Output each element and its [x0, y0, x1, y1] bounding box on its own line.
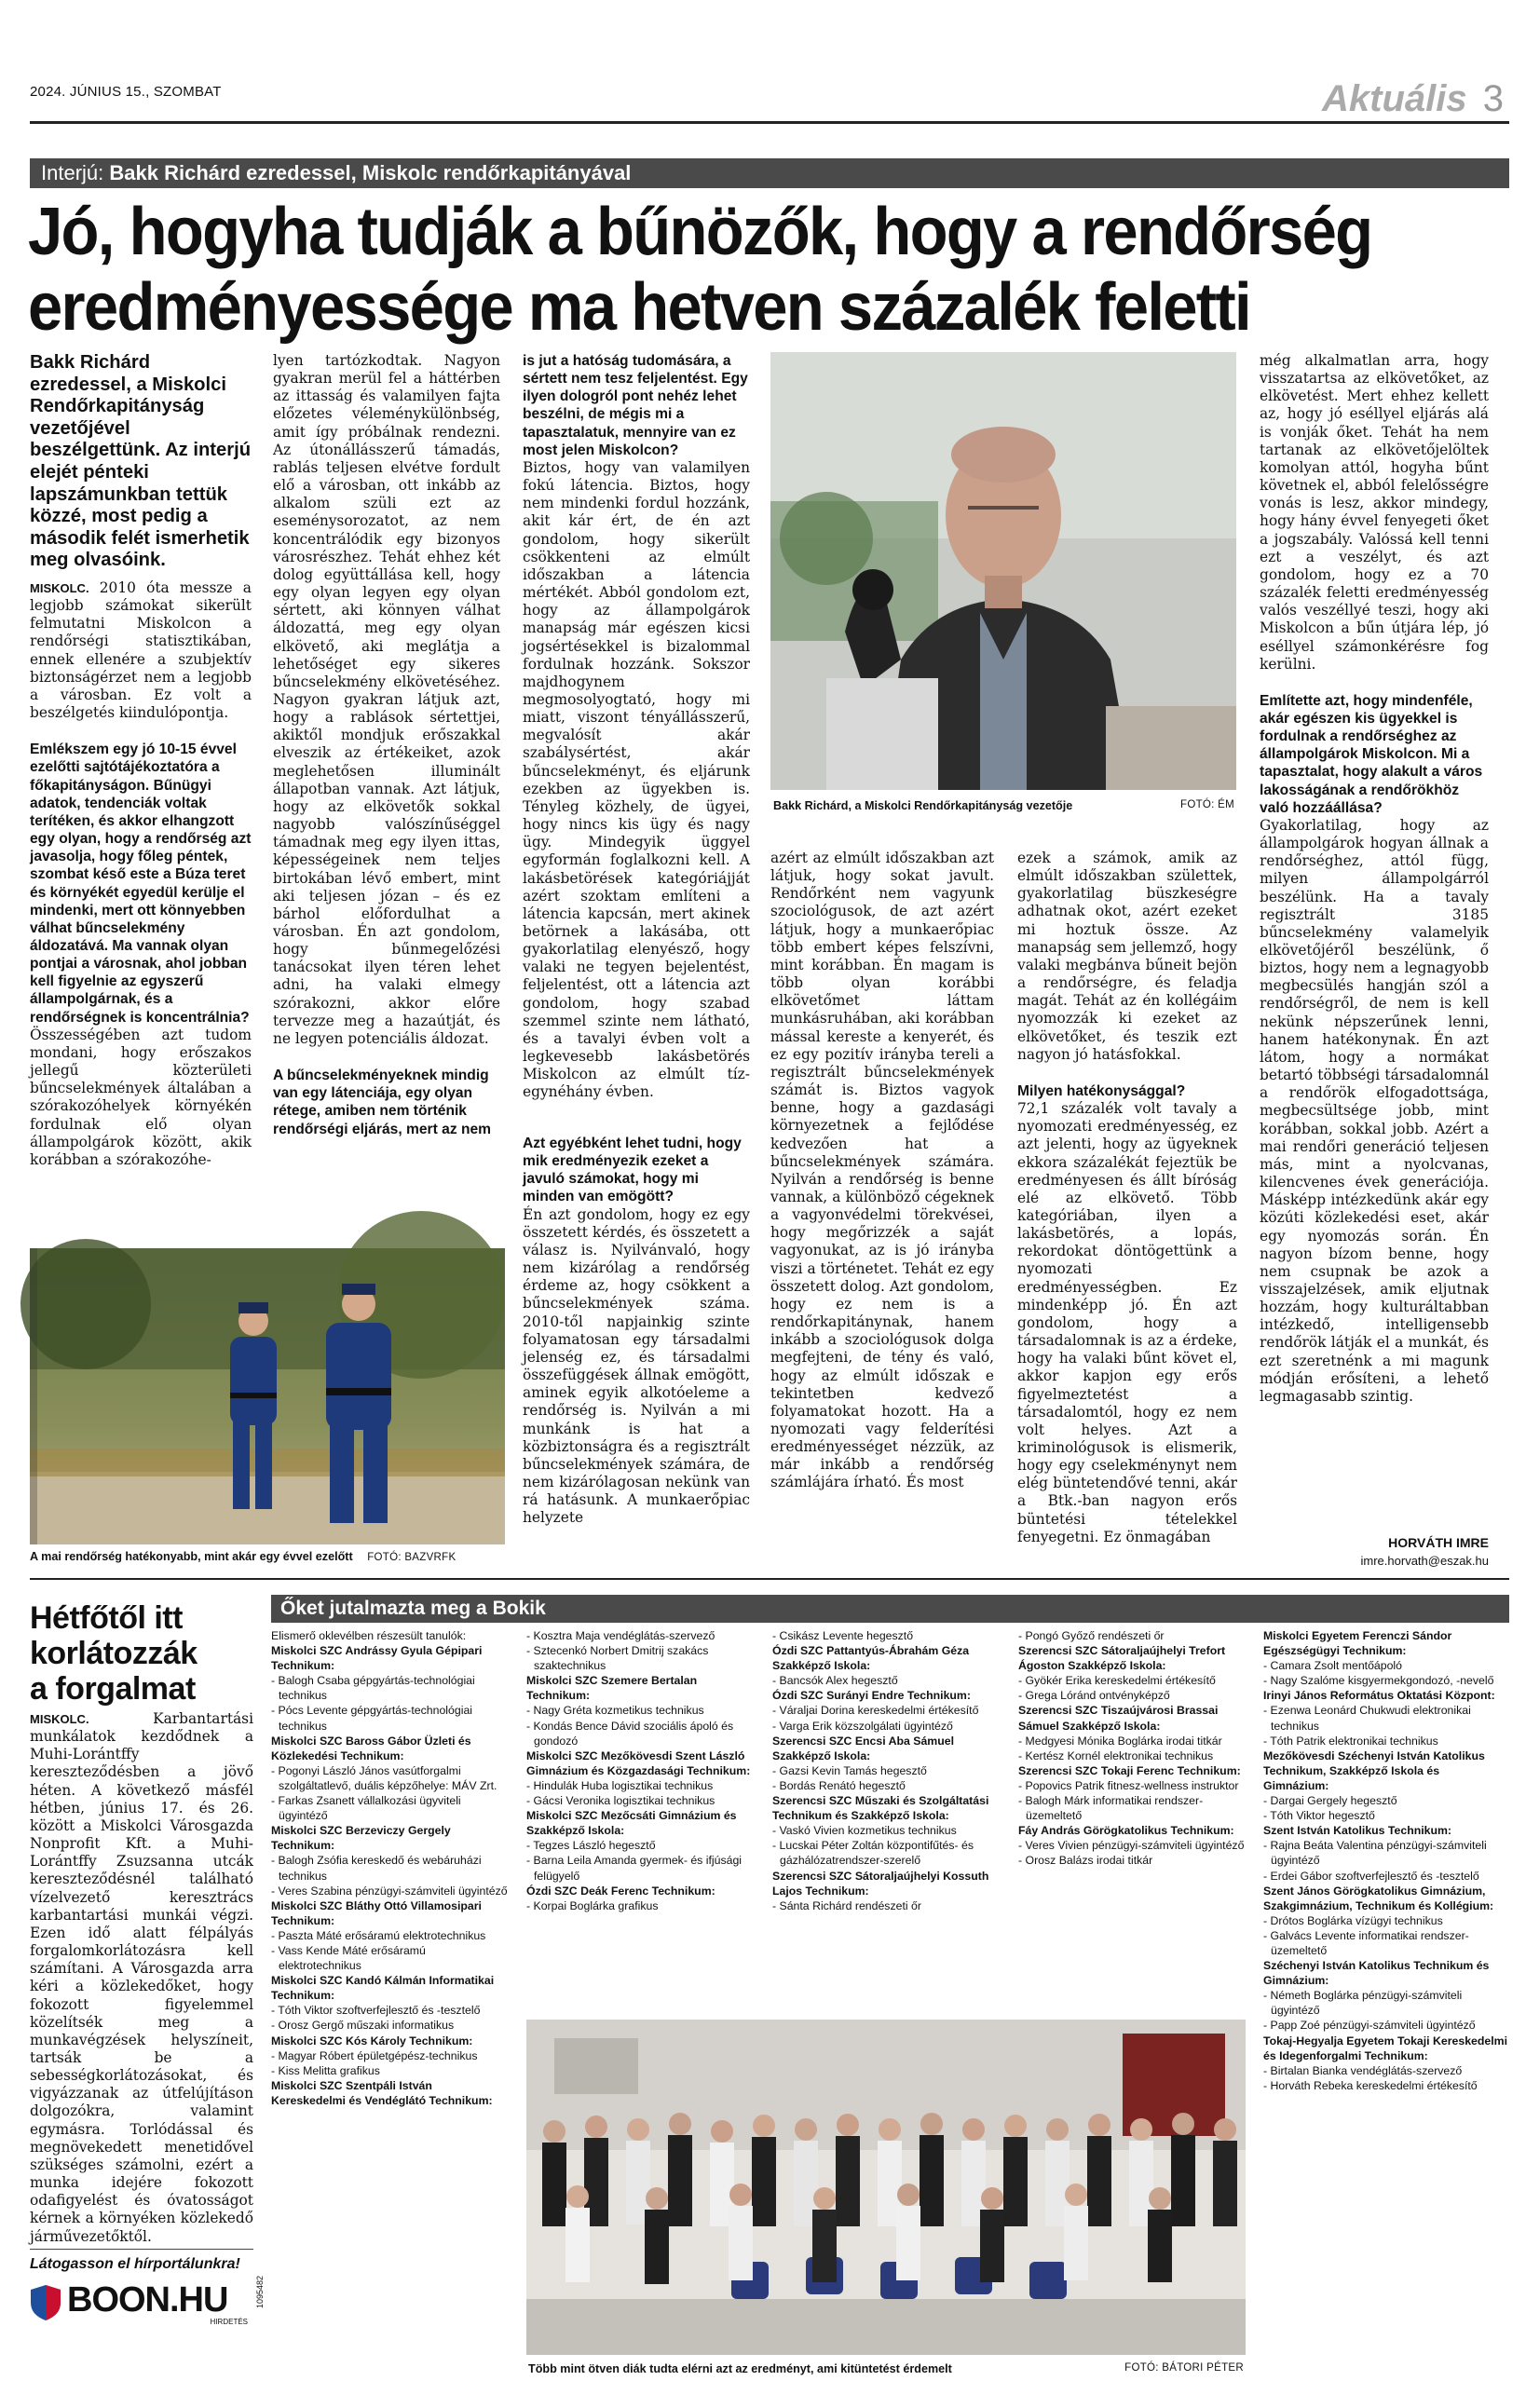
awards-col-2: [526, 1628, 754, 2020]
student-entry: - Lucskai Péter Zoltán központifűtés- és gázhálózatrendszer-szerelő: [772, 1838, 1000, 1868]
issue-date: 2024. JÚNIUS 15., SZOMBAT: [30, 84, 222, 100]
awards-title: Őket jutalmazta meg a Bokik: [280, 1598, 546, 1619]
student-entry: - Varga Erik közszolgálati ügyintéző: [772, 1719, 1000, 1734]
student-entry: - Tóth Viktor hegesztő: [1263, 1808, 1507, 1823]
awards-col-3: [772, 1628, 1000, 2020]
student-entry: - Farkas Zsanett vállalkozási ügyviteli ügyintéző: [271, 1793, 508, 1823]
answer-5: Gyakorlatilag, hogy az állampolgárok hogyan állnak a rendőrséghez, attól függ, milyen állampolgárról beszélünk. Ha a tavaly regisztrált 3185 bűncselekmény valamelyik elkövetőjéről beszélünk, ő biztos, hogy nem a legnagyobb megbecsülés hangján szól a rendőrségről, de nem is kell nekünk népszerűnek lenni, hanem hatékonynak. Én azt látom, hogy a normákat betartó többségi társadalomnál a rendőrök elfogadottsága, megbecsültsége jobb, mint korábban, sokkal jobb. Azért a mai rendőri generáció teljesen más, mint a nyolcvanas, kilencvenes évek generációja. Másképp intézkedünk akár egy közúti közlekedési eset, akár egy nyomozás során. Én nagyon bízom benne, hogy nem csupnak be azok a visszajelzések, amik eljutnak hozzám, hogy kulturáltabban intézkedő, intelligensebb rendőrök látják el a munkát, és ezt szeretnénk a mi magunk módján erősíteni, a lehető legmagasabb szintig.: [1260, 816, 1489, 1405]
student-entry: - Papp Zoé pénzügyi-számviteli ügyintéző: [1263, 2018, 1507, 2033]
answer-1-cont: lyen tartózkodtak. Nagyon gyakran merül fel a háttérben az ittasság és valamilyen fajta előzetes véleménykülönbség, amit így próbálnak rendezni. Az útonállásszerű támadás, rablás teljesen elvétve fordult elő a városban, ott inkább az alkalom szüli ezt az eseménysorozatot, az nem koncentrálódik egy bizonyos városrészhez. Tehát ehhez két dolog együttállása kell, hogy egy olyan legyen egy olyan sértett, aki könnyen válhat áldozattá, meg egy olyan elkövető, aki meglátja a lehetőséget egy sikeres bűncselekmény elkövetéséhez. Nagyon gyakran látjuk azt, hogy a rablások sértettjei, akiktől mondjuk erőszakkal elveszik az értékeiket, azok meglehetősen illuminált állapotban vannak. Azt látjuk, hogy az elkövetők sokkal nagyobb valószínűséggel támadnak meg egy ilyen ittas, képességeinek nem teljes birtokában lévő embert, mint aki teljesen józan – és ez bárhol előfordulhat a városban. Én azt gondolom, hogy bűnmegelőzési tanácsokat ilyen téren lehet adni, ha valaki elmegy szórakozni, akkor előre tervezze meg a hazaútját, és ne legyen potenciális áldozat.: [273, 352, 500, 1047]
answer-3-cont: azért az elmúlt időszakban azt látjuk, hogy sokat javult. Rendőrként nem vagyunk szociológusok, de azt azért látjuk, hogy a munkaerőpiac több embert képes felszívni, mint korábban. Én magam is több olyan korábbi elkövetőmet láttam munkásruhában, aki korábban mással kereste a kenyerét, és ez egy pozitív irányba tereli a regisztrált bűncselekmények számát is. Biztos vagyok benne, hogy a gazdasági környezetnek a fejlődése kedvezően hat a bűncselekmények számára. Nyilván a rendőrség is benne vannak, a különböző cégeknek a vagyonvédelmi törekvései, hogy megőrizzék a saját vagyonukat, az is jó irányba viszi a történetet. Tehát ez egy összetett dolog. Azt gondolom, hogy ez nem is a rendőrkapitánynak, hanem inkább a szociológusok dolga megfejteni, de tény és való, hogy az elmúlt időszak e tekintetben kedvező folyamatokat hozott. Ha a nyomozati vagy felderítési eredményességet nézzük, az már inkább a rendőrség számlájára írható. És most: [770, 850, 994, 1491]
student-entry: - Tegzes László hegesztő: [526, 1838, 754, 1853]
student-entry: - Kiss Melitta grafikus: [271, 2063, 508, 2078]
answer-4: 72,1 százalék volt tavaly a nyomozati eredményesség, ez azt jelenti, hogy az ügyeknek ekkora százalékát fejeztük be eredményesen és állt bíróság elé az elkövető. Több kategóriában, ilyen a lakásbetörés, a lopás, rekordokat döntögettünk a nyomozati eredményességben. Ez mindenképp jó. Én azt gondolom, hogy a társadalomnak is az a érdeke, hogy ha valaki bűnt követ el, akkor kapjon egy erős figyelmeztetést a társadalomtól, hogy ez nem volt helyes. Azt a kriminológusok is elismerik, hogy egy cselekménynyt nem elég büntetendővé tenni, akár a Btk.-ban nagyon erős büntetési tételekkel fenyegetni. Ez önmagában: [1017, 1100, 1237, 1545]
answer-2: Biztos, hogy van valamilyen fokú látencia. Biztos, hogy nem mindenki fordul hozzánk, akit kár ért, de én azt gondolom, hogy sikerült csökkenteni az elmúlt időszakban a látencia mértékét. Abból gondolom ezt, hogy az állampolgárok manapság már egészen kicsi jogsértésekkel is bizalommal fordulnak hozzánk. Sokszor majdhogynem megmosolyogtató, hogy mi miatt, viszont tényállásszerű, megvalósít akár szabálysértést, akár bűncselekményt, és eljárunk ezekben az ügyekben is. Tényleg közhely, de ügyei, hogy nincs kis ügy és nagy ügy. Mindegyik üggyel egyformán foglalkozni kell. A lakásbetörések kategóriájját azért szoktam említeni a látencia kapcsán, mert akinek betörnek a lakásába, ott gyakorlatilag elenyésző, hogy valaki ne tegyen bejelentést, feljelentést, ott a látencia azt gondolom, hogy szabad szemmel szinte nem látható, és a tavalyi évben volt a legkevesebb lakásbetörés Miskolcon az elmúlt tíz-egynéhány évben.: [523, 458, 750, 1101]
school-name: Szent János Görögkatolikus Gimnázium, Szakgimnázium, Technikum és Kollégium:: [1263, 1884, 1494, 1912]
side-story-title: [30, 1600, 263, 1707]
student-entry: - Pogonyi László János vasútforgalmi szolgáltatlevő, duális képzőhelye: MÁV Zrt.: [271, 1763, 508, 1793]
section-name: Aktuális: [1322, 78, 1467, 119]
ad-label: HIRDETÉS: [210, 2318, 248, 2326]
school-name: Miskolci SZC Szemere Bertalan Technikum:: [526, 1674, 698, 1703]
school-name: Fáy András Görögkatolikus Technikum:: [1018, 1824, 1234, 1838]
student-entry: - Bordás Renátó hegesztő: [772, 1778, 1000, 1793]
school-name: Miskolci SZC Berzeviczy Gergely Technikum:: [271, 1824, 451, 1853]
student-entry: - Birtalan Bianka vendéglátás-szervező: [1263, 2063, 1507, 2078]
answer-3: Én azt gondolom, hogy ez egy összetett kérdés, és összetett a válasz is. Nyilvánvaló, hogy nem kizárólag a rendőrség érdeme az, hogy csökkent a bűncselekmények száma. 2010-től napjainkig szinte folyamatosan egy társadalmi jelenség ez, és társadalmi összefüggések állnak emögött, aminek egyik alkotóeleme a rendőrség is. Nyilván a mi munkánk is hat a közbiztonságra és a regisztrált bűncselekmények számára, de nem kizárólagosan nekünk van rá hatásunk. A munkaerőpiac helyzete: [523, 1205, 750, 1527]
student-entry: - Pongó Győző rendészeti őr: [1018, 1628, 1246, 1643]
side-title-line-1: Hétfőtől itt: [30, 1600, 183, 1636]
student-entry: - Nagy Gréta kozmetikus technikus: [526, 1703, 754, 1718]
school-name: Miskolci SZC Andrássy Gyula Gépipari Technikum:: [271, 1644, 483, 1673]
student-entry: - Tóth Patrik elektronikai technikus: [1263, 1734, 1507, 1748]
intro-text: 2010 óta messze a legjobb számokat sikerült felmutatni Miskolcon a rendőrségi statisztikában, ennek ellenére a szubjektív biztonságérzet nem a legjobb a városban. Ez volt a beszélgetés kiindulópontja.: [30, 579, 252, 722]
school-name: Irinyi János Református Oktatási Központ:: [1263, 1689, 1495, 1703]
article-col-3-bottom: [523, 855, 750, 1572]
student-entry: - Németh Boglárka pénzügyi-számviteli ügyintéző: [1263, 1988, 1507, 2018]
student-entry: - Nagy Szalóme kisgyermekgondozó, -nevelő: [1263, 1673, 1507, 1688]
side-title-line-2: korlátozzák: [30, 1636, 198, 1671]
student-entry: - Bancsók Alex hegesztő: [772, 1673, 1000, 1688]
student-entry: - Sánta Richárd rendészeti őr: [772, 1898, 1000, 1913]
article-col-3-top: [523, 352, 750, 1101]
article-col-1: [30, 579, 252, 1222]
logo-text: BOON.HU: [67, 2280, 228, 2320]
question-2-cont: is jut a hatóság tudomására, a sértett nem tesz feljelentést. Egy ilyen dologról pont nehéz lehet beszélni, de mégis mi a tapasztalatuk, mennyire van ez most jelen Miskolcon?: [523, 353, 748, 458]
lead-paragraph: Bakk Richárd ezredessel, a Miskolci Rendőrkapitányság vezetőjével beszélgettünk. Az interjú elejét pénteki lapszámunkban tettük közzé, most pedig a második felét ismerhetik meg olvasóink.: [30, 352, 252, 571]
student-entry: - Gyökér Erika kereskedelmi értékesítő: [1018, 1673, 1246, 1688]
school-name: Ózdi SZC Surányi Endre Technikum:: [772, 1689, 971, 1703]
student-entry: - Veres Szabina pénzügyi-számviteli ügyintéző: [271, 1884, 508, 1898]
student-entry: - Sztecenkó Norbert Dmitrij szakács szaktechnikus: [526, 1643, 754, 1673]
shield-icon: [30, 2284, 61, 2321]
school-name: Miskolci SZC Mezőcsáti Gimnázium és Szakképző Iskola:: [526, 1809, 737, 1838]
answer-4-cont: még alkalmatlan arra, hogy visszatartsa az elkövetőket, az elkövetést. Mert ehhez kellett az, hogy jó eséllyel eljárás alá is vonják őket. Tehát ha nem tartanak az elkövetőjelöltek komolyan attól, hogyha bűnt követnek el, abból felelősségre vonás is lesz, akkor mindegy, hogy hány évvel fenyegeti őket a jogszabály. Valóssá kell tenni ezt a veszélyt, és azt gondolom, hogy ez a 70 százalék feletti eredményesség valós veszéllyé teszi, hogy aki Miskolcon a bűn útjára lép, jó eséllyel számonkérésre fog kerülni.: [1260, 352, 1489, 673]
question-1: Emlékszem egy jó 10-15 évvel ezelőtti sajtótájékoztatóra a főkapitányságon. Bűnügyi adatok, tendenciák voltak terítéken, és akkor elhangzott egy olyan, hogy a rendőrség azt javasolja, hogy főleg péntek, szombat késő este a Búza teret és környékét egyedül kerülje el mindenki, mert ott könnyebben válhat bűncselekmény áldozatává. Ma vannak olyan pontjai a városnak, ahol jobban kell figyelnie az egyszerű állampolgárnak, és a rendőrségnek is koncentrálnia?: [30, 741, 252, 1026]
student-entry: - Vass Kende Máté erősáramú elektrotechnikus: [271, 1943, 508, 1973]
student-entry: - Camara Zsolt mentőápoló: [1263, 1658, 1507, 1673]
police-photo: [30, 1248, 505, 1544]
school-name: Ózdi SZC Deák Ferenc Technikum:: [526, 1884, 715, 1898]
student-entry: - Tóth Viktor szoftverfejlesztő és -tesztelő: [271, 2003, 508, 2018]
student-entry: - Pócs Levente gépgyártás-technológiai technikus: [271, 1703, 508, 1733]
student-entry: - Vaskó Vivien kozmetikus technikus: [772, 1823, 1000, 1838]
headline-line-2: eredményessége ma hetven százalék feletti: [28, 269, 1250, 345]
school-name: Szerencsi SZC Sátoraljaújhelyi Kossuth Lajos Technikum:: [772, 1869, 989, 1898]
group-photo: [526, 2020, 1246, 2355]
student-entry: - Magyar Róbert épületgépész-technikus: [271, 2048, 508, 2063]
portrait-photo-caption: [773, 799, 1234, 812]
question-2: A bűncselekményeknek mindig van egy látenciája, egy olyan rétege, amiben nem történik rendőrségi eljárás, mert az nem: [273, 1068, 492, 1137]
student-entry: - Erdei Gábor szoftverfejlesztő és -tesztelő: [1263, 1869, 1507, 1884]
article-bottom-rule: [30, 1578, 1509, 1580]
student-entry: - Drótos Boglárka vízügyi technikus: [1263, 1913, 1507, 1928]
side-title-line-3: a forgalmat: [30, 1671, 196, 1707]
side-dateline: MISKOLC.: [30, 1712, 89, 1726]
side-text: Karbantartási munkálatok kezdődnek a Muhi-Lorántffy kereszteződésben a jövő héten. A következő másfél hétben, június 17. és 26. között a Miskolci Városgazda Nonprofit Kft. a Muhi-Lorántffy Zsuzsanna utcák kereszteződésnél található vízelvezető keresztrács karbantartási munkái végzi. Ezen idő alatt félpályás forgalomkorlátozásra kell számítani. A Városgazda arra kéri a közlekedőket, hogy fokozott figyelemmel közelítsék meg a munkavégzések helyszíneit, tartsák be a sebességkorlátozásokat, és vigyázzanak az útfelújításon dolgozókra, valamint egymásra. Torlódással és megnövekedett menetidővel szükséges számolni, ezért a munka idejére fokozott odafigyelést és óvatosságot kérnek a környéken közlekedő járművezetőktől.: [30, 1710, 253, 2245]
student-entry: - Ezenwa Leonárd Chukwudi elektronikai technikus: [1263, 1703, 1507, 1733]
answer-1: Összességében azt tudom mondani, hogy erőszakos jellegű közterületi bűncselekmények általában a szórakozóhelyek környékén fordulnak elő olyan állampolgárok között, akik korábban a szórakozóhe-: [30, 1026, 252, 1168]
school-name: Miskolci SZC Szentpáli István Kereskedelmi és Vendéglátó Technikum:: [271, 2078, 493, 2107]
awards-col-4: [1018, 1628, 1246, 2020]
page-number: 3: [1482, 78, 1504, 119]
author-email: imre.horvath@eszak.hu: [1360, 1554, 1489, 1568]
student-entry: - Gazsi Kevin Tamás hegesztő: [772, 1763, 1000, 1778]
school-name: Tokaj-Hegyalja Egyetem Tokaji Kereskedelmi és Idegenforgalmi Technikum:: [1263, 2034, 1507, 2062]
section-title: [1267, 78, 1504, 119]
ad-code: 1095482: [255, 2275, 265, 2308]
caption-credit-2: FOTÓ: ÉM: [1180, 799, 1234, 810]
side-story-body: [30, 1710, 253, 2245]
student-entry: - Paszta Máté erősáramú elektrotechnikus: [271, 1928, 508, 1943]
awards-title-bar: [271, 1595, 1509, 1623]
article-col-4: [770, 850, 994, 1572]
school-name: Miskolci Egyetem Ferenczi Sándor Egészségügyi Technikum:: [1263, 1629, 1452, 1658]
student-entry: - Kondás Bence Dávid szociális ápoló és gondozó: [526, 1719, 754, 1748]
portal-promo: Látogasson el hírportálunkra!: [30, 2256, 240, 2272]
kicker-label: Interjú:: [41, 161, 104, 184]
student-entry: - Horváth Rebeka kereskedelmi értékesítő: [1263, 2078, 1507, 2093]
student-entry: - Orosz Gergő műszaki informatikus: [271, 2018, 508, 2033]
group-caption-text: Több mint ötven diák tudta elérni azt az eredményt, ami kitüntetést érdemelt: [528, 2362, 952, 2375]
school-name: Miskolci SZC Kós Károly Technikum:: [271, 2034, 473, 2047]
question-4: Milyen hatékonysággal?: [1017, 1082, 1186, 1099]
answer-3-end: ezek a számok, amik az elmúlt időszakban születtek, gyakorlatilag büszkeségre adhatnak okot, azért ezeket mi hoztuk össze. Az manapság sem jellemző, hogy valaki megbánva bűneit bejön a rendőrségre, és feladja magát. Tehát az én kollégáim nyomozzák ki ezeket az elkövetőket, és teszik ezt nagyon jó hatásfokkal.: [1017, 850, 1237, 1063]
student-entry: - Kertész Kornél elektronikai technikus: [1018, 1748, 1246, 1763]
caption-text-2: Bakk Richárd, a Miskolci Rendőrkapitányság vezetője: [773, 799, 1073, 812]
police-photo-caption: [30, 1550, 456, 1563]
article-col-5: [1017, 850, 1237, 1572]
side-rule: [30, 2249, 253, 2250]
school-name: Mezőkövesdi Széchenyi István Katolikus Technikum, Szakképző Iskola és Gimnázium:: [1263, 1748, 1485, 1792]
school-name: Szent István Katolikus Technikum:: [1263, 1824, 1452, 1838]
school-name: Szerencsi SZC Sátoraljaújhelyi Trefort Ágoston Szakképző Iskola:: [1018, 1644, 1226, 1673]
student-entry: - Orosz Balázs irodai titkár: [1018, 1853, 1246, 1868]
school-name: Szerencsi SZC Encsi Aba Sámuel Szakképző Iskola:: [772, 1734, 955, 1762]
school-name: Szerencsi SZC Tiszaújvárosi Brassai Sámuel Szakképző Iskola:: [1018, 1704, 1219, 1733]
student-entry: - Gácsi Veronika logisztikai technikus: [526, 1793, 754, 1808]
group-photo-caption: [528, 2362, 1244, 2375]
student-entry: - Balogh Csaba gépgyártás-technológiai technikus: [271, 1673, 508, 1703]
article-col-6: [1260, 352, 1489, 1526]
student-entry: - Hindulák Huba logisztikai technikus: [526, 1778, 754, 1793]
question-3: Azt egyébként lehet tudni, hogy mik eredményezik ezeket a javuló számokat, hogy mi minden van emögött?: [523, 1136, 742, 1205]
school-name: Miskolci SZC Kandó Kálmán Informatikai Technikum:: [271, 1974, 495, 2003]
student-entry: - Medgyesi Mónika Boglárka irodai titkár: [1018, 1734, 1246, 1748]
school-name: Miskolci SZC Bláthy Ottó Villamosipari Technikum:: [271, 1898, 482, 1927]
awards-col-1: [271, 1628, 508, 2383]
student-entry: - Popovics Patrik fitnesz-wellness instruktor: [1018, 1778, 1246, 1793]
student-entry: - Galvács Levente informatikai rendszer-üzemeltető: [1263, 1928, 1507, 1958]
awards-col-5: [1263, 1628, 1507, 2383]
school-name: Miskolci SZC Baross Gábor Üzleti és Közlekedési Technikum:: [271, 1734, 471, 1762]
student-entry: - Váraljai Dorina kereskedelmi értékesítő: [772, 1703, 1000, 1718]
student-entry: - Csikász Levente hegesztő: [772, 1628, 1000, 1643]
student-entry: - Balogh Márk informatikai rendszer-üzemeltető: [1018, 1793, 1246, 1823]
student-entry: - Korpai Boglárka grafikus: [526, 1898, 754, 1913]
school-name: Szerencsi SZC Tokaji Ferenc Technikum:: [1018, 1763, 1241, 1777]
awards-intro: Elismerő oklevélben részesült tanulók:: [271, 1629, 467, 1642]
school-name: Ózdi SZC Pattantyús-Ábrahám Géza Szakképző Iskola:: [772, 1644, 970, 1673]
boon-logo[interactable]: [30, 2280, 253, 2325]
school-name: Miskolci SZC Mezőkövesdi Szent László Gimnázium és Közgazdasági Technikum:: [526, 1748, 751, 1777]
student-entry: - Barna Leila Amanda gyermek- és ifjúsági felügyelő: [526, 1853, 754, 1883]
student-entry: - Rajna Beáta Valentina pénzügyi-számviteli ügyintéző: [1263, 1838, 1507, 1868]
author-name: HORVÁTH IMRE: [1388, 1535, 1489, 1550]
kicker-text: Bakk Richárd ezredessel, Miskolc rendőrkapitányával: [109, 161, 632, 184]
caption-text: A mai rendőrség hatékonyabb, mint akár egy évvel ezelőtt: [30, 1550, 353, 1563]
kicker-bar: [30, 158, 1509, 188]
student-entry: - Dargai Gergely hegesztő: [1263, 1793, 1507, 1808]
student-entry: - Kosztra Maja vendéglátás-szervező: [526, 1628, 754, 1643]
student-entry: - Balogh Zsófia kereskedő és webáruházi technikus: [271, 1853, 508, 1883]
question-5: Említette azt, hogy mindenféle, akár egészen kis ügyekkel is fordulnak a rendőrséghez az állampolgárok Miskolcon. Mi a tapasztalat, hogy alakult a város lakosságának a rendőrökhöz való hozzáállása?: [1260, 692, 1483, 816]
student-entry: - Veres Vivien pénzügyi-számviteli ügyintéző: [1018, 1838, 1246, 1853]
caption-credit: FOTÓ: BAZVRFK: [367, 1552, 456, 1563]
portrait-photo: [770, 352, 1236, 790]
dateline: MISKOLC.: [30, 581, 89, 595]
school-name: Széchenyi István Katolikus Technikum és Gimnázium:: [1263, 1959, 1490, 1988]
article-col-2: [273, 352, 500, 1228]
student-entry: - Grega Lóránd ontvényképző: [1018, 1688, 1246, 1703]
headline-line-1: Jó, hogyha tudják a bűnözők, hogy a rendőrség: [28, 194, 1372, 269]
school-name: Szerencsi SZC Műszaki és Szolgáltatási Technikum és Szakképző Iskola:: [772, 1794, 989, 1823]
group-caption-credit: FOTÓ: BÁTORI PÉTER: [1124, 2362, 1244, 2374]
header-rule: [30, 121, 1509, 124]
headline: [28, 194, 1519, 345]
